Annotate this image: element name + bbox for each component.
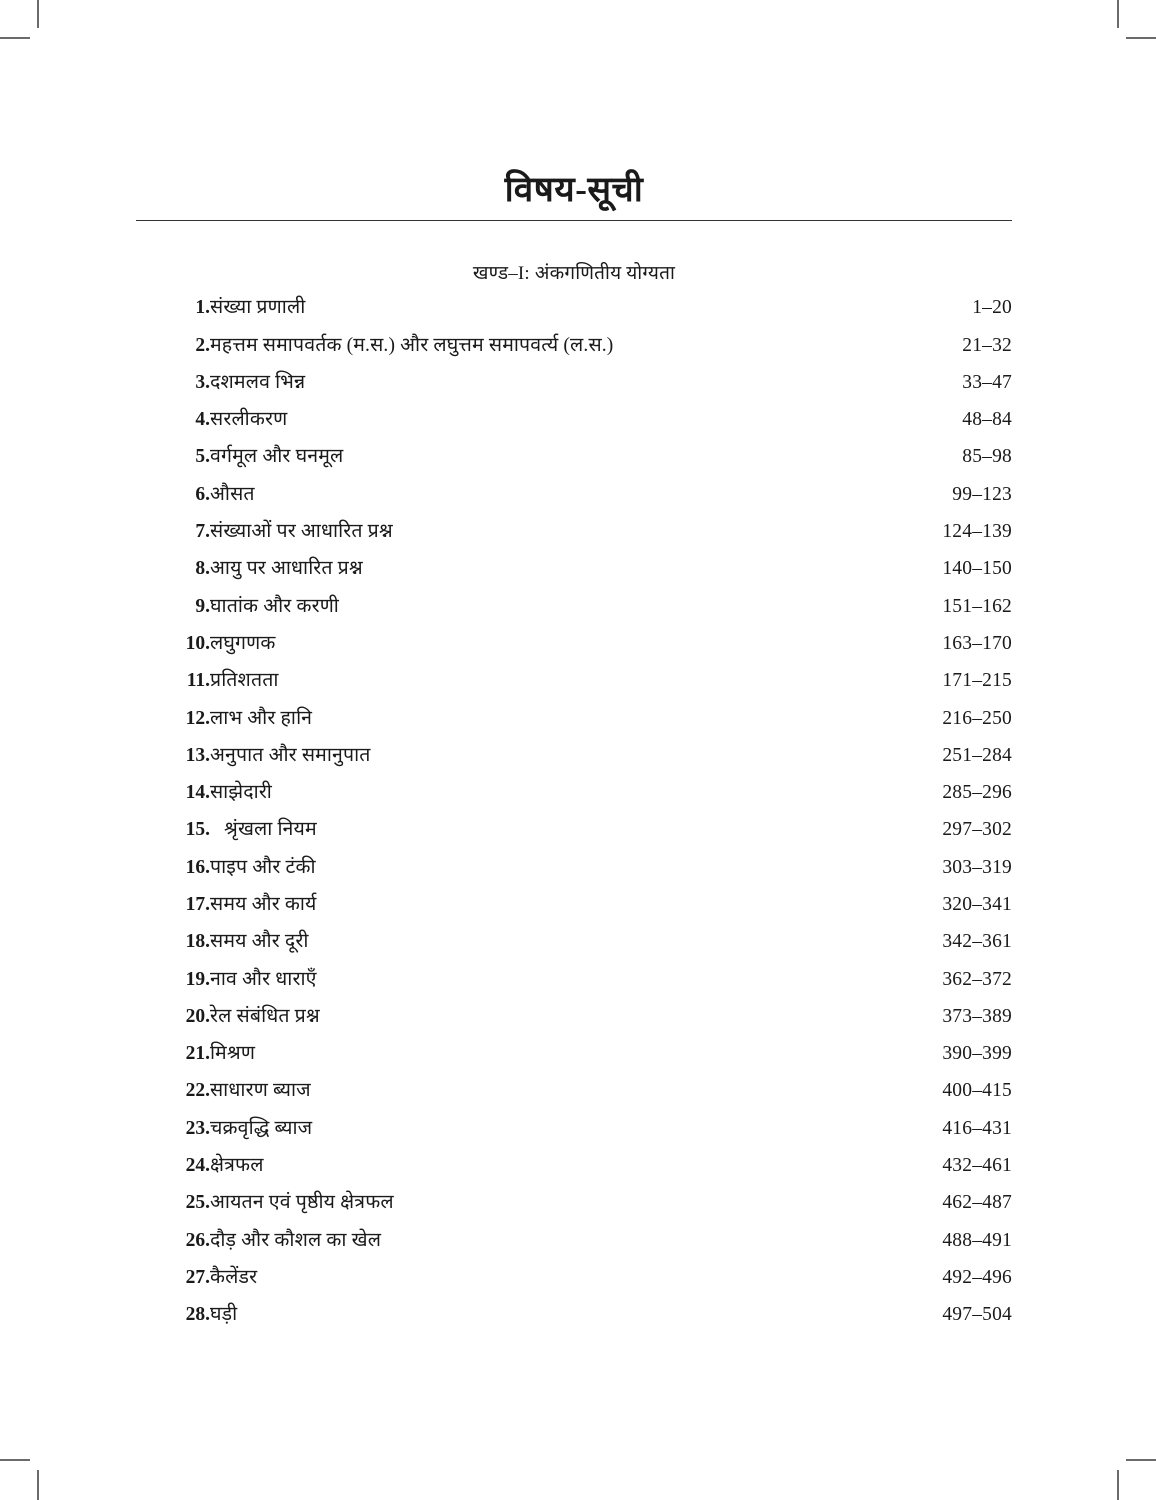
toc-row[interactable] xyxy=(136,1155,1012,1192)
toc-row[interactable] xyxy=(136,894,1012,931)
crop-mark-top-right-horizontal xyxy=(1126,37,1156,39)
toc-entry-page-range: 1–20 xyxy=(972,297,1012,319)
toc-entry-page-range: 21–32 xyxy=(962,334,1012,356)
toc-entry-number: 9. xyxy=(195,595,210,617)
toc-entry-number: 18. xyxy=(185,931,210,953)
toc-entry-number: 26. xyxy=(185,1229,210,1251)
toc-row[interactable] xyxy=(136,931,1012,968)
toc-entry-page-range: 33–47 xyxy=(962,371,1012,393)
crop-mark-top-left-vertical xyxy=(37,0,39,28)
toc-row[interactable] xyxy=(136,1080,1012,1117)
toc-entry-page-range: 48–84 xyxy=(962,409,1012,431)
toc-entry-page-range: 303–319 xyxy=(942,856,1012,878)
toc-row[interactable] xyxy=(136,1267,1012,1304)
toc-entry-title[interactable]: समय और कार्य xyxy=(210,894,317,915)
toc-row[interactable] xyxy=(136,372,1012,409)
toc-entry-number: 10. xyxy=(185,632,210,654)
toc-entry-page-range: 124–139 xyxy=(942,521,1012,543)
section-heading: खण्ड–I: अंकगणितीय योग्यता xyxy=(472,263,676,285)
toc-row[interactable] xyxy=(136,521,1012,558)
toc-row[interactable] xyxy=(136,446,1012,483)
toc-entry-number: 17. xyxy=(185,894,210,915)
toc-entry-page-range: 492–496 xyxy=(942,1266,1012,1288)
toc-entry-page-range: 171–215 xyxy=(942,670,1012,692)
toc-row[interactable] xyxy=(136,1304,1012,1341)
toc-entry-page-range: 251–284 xyxy=(942,744,1012,766)
toc-row[interactable] xyxy=(136,484,1012,521)
toc-entry-number: 4. xyxy=(195,409,210,431)
toc-row[interactable] xyxy=(136,297,1012,334)
toc-entry-number: 22. xyxy=(185,1080,210,1102)
crop-mark-bottom-left-horizontal xyxy=(0,1459,30,1461)
crop-mark-bottom-right-vertical xyxy=(1117,1470,1119,1500)
toc-row[interactable] xyxy=(136,708,1012,745)
toc-entry-title[interactable]: घातांक और करणी xyxy=(210,595,339,617)
toc-entry-number: 28. xyxy=(185,1304,210,1326)
table-of-contents xyxy=(136,297,1012,1341)
toc-entry-title[interactable]: लाभ और हानि xyxy=(210,707,313,729)
toc-entry-number: 23. xyxy=(185,1117,210,1139)
toc-row[interactable] xyxy=(136,596,1012,633)
toc-entry-number: 27. xyxy=(185,1266,210,1288)
toc-entry-page-range: 320–341 xyxy=(942,894,1012,915)
toc-entry-page-range: 373–389 xyxy=(942,1005,1012,1027)
toc-entry-number: 24. xyxy=(185,1155,210,1177)
toc-entry-title[interactable]: दौड़ और कौशल का खेल xyxy=(210,1229,382,1251)
toc-entry-page-range: 285–296 xyxy=(942,782,1012,804)
toc-entry-number: 6. xyxy=(195,483,210,505)
toc-entry-page-range: 99–123 xyxy=(952,483,1012,505)
toc-entry-title[interactable]: महत्तम समापवर्तक (म.स.) और लघुत्तम समापवर्त्य (ल.स.) xyxy=(210,334,614,356)
toc-entry-title[interactable]: मिश्रण xyxy=(210,1043,256,1065)
toc-row[interactable] xyxy=(136,1230,1012,1267)
toc-row[interactable] xyxy=(136,969,1012,1006)
toc-entry-title[interactable]: घड़ी xyxy=(210,1304,238,1326)
crop-mark-top-right-vertical xyxy=(1117,0,1119,28)
toc-entry-page-range: 416–431 xyxy=(942,1117,1012,1139)
toc-row[interactable] xyxy=(136,633,1012,670)
toc-entry-number: 25. xyxy=(185,1192,210,1214)
toc-entry-number: 13. xyxy=(185,744,210,766)
toc-entry-number: 14. xyxy=(185,782,210,804)
toc-entry-page-range: 163–170 xyxy=(942,632,1012,654)
toc-entry-title[interactable]: श्रृंखला नियम xyxy=(224,819,317,841)
toc-body xyxy=(136,297,1012,1341)
toc-entry-number: 21. xyxy=(185,1043,210,1065)
toc-entry-title[interactable]: समय और दूरी xyxy=(210,931,309,953)
toc-row[interactable] xyxy=(136,745,1012,782)
toc-entry-page-range: 140–150 xyxy=(942,558,1012,580)
toc-row[interactable] xyxy=(136,1192,1012,1229)
toc-row[interactable] xyxy=(136,1043,1012,1080)
toc-row[interactable] xyxy=(136,335,1012,372)
toc-entry-title[interactable]: लघुगणक xyxy=(210,632,276,654)
toc-entry-number: 12. xyxy=(185,707,210,729)
toc-entry-page-range: 362–372 xyxy=(942,968,1012,990)
toc-entry-title[interactable]: वर्गमूल और घनमूल xyxy=(210,446,344,468)
toc-entry-title[interactable]: चक्रवृद्धि ब्याज xyxy=(210,1117,313,1139)
crop-mark-top-left-horizontal xyxy=(0,37,30,39)
toc-entry-title[interactable]: प्रतिशतता xyxy=(210,670,279,692)
toc-entry-number: 1. xyxy=(195,297,210,319)
toc-entry-title[interactable]: कैलेंडर xyxy=(210,1266,258,1288)
toc-entry-title[interactable]: दशमलव भिन्न xyxy=(210,371,306,393)
toc-entry-title[interactable]: रेल संबंधित प्रश्न xyxy=(210,1005,320,1027)
toc-entry-page-range: 85–98 xyxy=(962,446,1012,468)
toc-row[interactable] xyxy=(136,409,1012,446)
toc-entry-page-range: 462–487 xyxy=(942,1192,1012,1214)
toc-entry-page-range: 488–491 xyxy=(942,1229,1012,1251)
toc-row[interactable] xyxy=(136,1006,1012,1043)
crop-mark-bottom-left-vertical xyxy=(37,1470,39,1500)
toc-entry-title[interactable]: आयतन एवं पृष्ठीय क्षेत्रफल xyxy=(210,1192,394,1214)
toc-entry-number: 3. xyxy=(195,371,210,393)
toc-entry-number: 19. xyxy=(185,968,210,990)
toc-row[interactable] xyxy=(136,782,1012,819)
toc-entry-page-range: 390–399 xyxy=(942,1043,1012,1065)
toc-entry-number: 15. xyxy=(185,819,210,841)
toc-entry-title[interactable]: सरलीकरण xyxy=(210,409,288,431)
toc-entry-title[interactable]: औसत xyxy=(210,483,255,505)
toc-row[interactable] xyxy=(136,857,1012,894)
page-content xyxy=(136,170,1012,1342)
toc-entry-page-range: 216–250 xyxy=(942,707,1012,729)
crop-mark-bottom-right-horizontal xyxy=(1126,1459,1156,1461)
toc-entry-number: 11. xyxy=(186,670,210,692)
toc-entry-number: 20. xyxy=(185,1005,210,1027)
toc-entry-title[interactable]: संख्याओं पर आधारित प्रश्न xyxy=(210,521,393,543)
toc-entry-title[interactable]: आयु पर आधारित प्रश्न xyxy=(210,558,363,580)
toc-entry-page-range: 342–361 xyxy=(942,931,1012,953)
toc-entry-number: 5. xyxy=(195,446,210,468)
toc-entry-title[interactable]: नाव और धाराएँ xyxy=(210,968,317,990)
toc-row[interactable] xyxy=(136,1118,1012,1155)
toc-entry-title[interactable]: अनुपात और समानुपात xyxy=(210,744,371,766)
toc-entry-number: 16. xyxy=(185,856,210,878)
toc-entry-page-range: 297–302 xyxy=(942,819,1012,841)
toc-entry-title[interactable]: साधारण ब्याज xyxy=(210,1080,311,1102)
toc-entry-page-range: 432–461 xyxy=(942,1155,1012,1177)
toc-entry-page-range: 151–162 xyxy=(942,595,1012,617)
toc-entry-page-range: 497–504 xyxy=(942,1304,1012,1326)
toc-entry-title[interactable]: क्षेत्रफल xyxy=(210,1155,264,1177)
toc-entry-title[interactable]: पाइप और टंकी xyxy=(210,856,316,878)
toc-entry-title[interactable]: साझेदारी xyxy=(210,782,273,804)
toc-row[interactable] xyxy=(136,670,1012,707)
toc-entry-number: 8. xyxy=(195,558,210,580)
toc-entry-page-range: 400–415 xyxy=(942,1080,1012,1102)
toc-entry-number: 2. xyxy=(195,334,210,356)
toc-row[interactable] xyxy=(136,819,1012,856)
toc-entry-number: 7. xyxy=(195,521,210,543)
toc-row[interactable] xyxy=(136,558,1012,595)
toc-entry-title[interactable]: संख्या प्रणाली xyxy=(210,297,306,319)
page-title: विषय-सूची xyxy=(504,170,644,209)
